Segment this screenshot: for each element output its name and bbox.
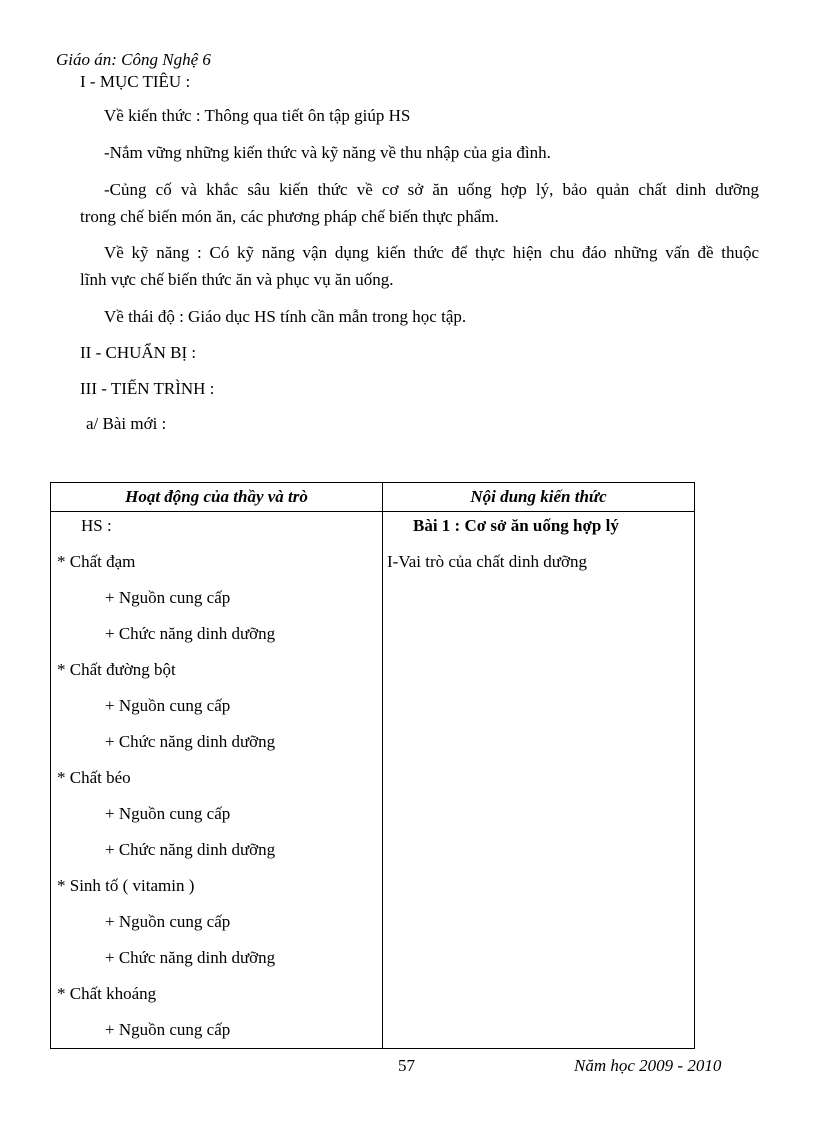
list-item: + Chức năng dinh dưỡng bbox=[105, 840, 276, 859]
list-item: HS : bbox=[81, 516, 112, 535]
list-item: * Chất khoáng bbox=[57, 984, 157, 1003]
table-body-row bbox=[51, 512, 695, 1049]
section-2-title: II - CHUẨN BỊ : bbox=[80, 343, 197, 362]
attitude-text: Về thái độ : Giáo dục HS tính cần mẫn trong học tập. bbox=[104, 307, 467, 326]
list-item: + Nguồn cung cấp bbox=[105, 588, 231, 607]
new-lesson-label: a/ Bài mới : bbox=[86, 414, 167, 433]
list-item: + Nguồn cung cấp bbox=[105, 696, 231, 715]
content-subheading: I-Vai trò của chất dinh dưỡng bbox=[387, 552, 587, 571]
table-header-row bbox=[51, 483, 695, 512]
activities-cell bbox=[51, 512, 383, 1049]
list-item: * Chất đường bột bbox=[57, 660, 176, 679]
list-item: * Chất đạm bbox=[57, 552, 136, 571]
section-3-title: III - TIẾN TRÌNH : bbox=[80, 379, 215, 398]
list-item: + Chức năng dinh dưỡng bbox=[105, 624, 276, 643]
knowledge-item-2-line-1: -Củng cố và khắc sâu kiến thức về cơ sở ăn uống hợp lý, bảo quản chất dinh dưỡng bbox=[104, 180, 759, 199]
list-item: + Chức năng dinh dưỡng bbox=[105, 732, 276, 751]
col-header-activities: Hoạt động của thầy và trò bbox=[51, 483, 383, 512]
document-header-title: Giáo án: Công Nghệ 6 bbox=[56, 50, 211, 69]
school-year: Năm học 2009 - 2010 bbox=[574, 1056, 722, 1075]
lesson-title: Bài 1 : Cơ sở ăn uống hợp lý bbox=[413, 516, 619, 535]
page-number: 57 bbox=[398, 1056, 415, 1075]
col-header-content: Nội dung kiến thức bbox=[383, 483, 695, 512]
content-cell bbox=[383, 512, 695, 1049]
list-item: + Nguồn cung cấp bbox=[105, 912, 231, 931]
knowledge-item-2-line-2: trong chế biến món ăn, các phương pháp chế biến thực phẩm. bbox=[80, 207, 499, 226]
knowledge-item-1: -Nắm vững những kiến thức và kỹ năng về thu nhập của gia đình. bbox=[104, 143, 551, 162]
skill-line-1: Về kỹ năng : Có kỹ năng vận dụng kiến thức để thực hiện chu đáo những vấn đề thuộc bbox=[104, 243, 759, 262]
list-item: * Chất béo bbox=[57, 768, 131, 787]
list-item: + Nguồn cung cấp bbox=[105, 804, 231, 823]
section-1-title: I - MỤC TIÊU : bbox=[80, 72, 191, 91]
list-item: * Sinh tố ( vitamin ) bbox=[57, 876, 195, 895]
list-item: + Chức năng dinh dưỡng bbox=[105, 948, 276, 967]
list-item: + Nguồn cung cấp bbox=[105, 1020, 231, 1039]
lesson-table bbox=[50, 482, 695, 1049]
knowledge-intro: Về kiến thức : Thông qua tiết ôn tập giúp HS bbox=[104, 106, 411, 125]
skill-line-2: lĩnh vực chế biến thức ăn và phục vụ ăn uống. bbox=[80, 270, 394, 289]
